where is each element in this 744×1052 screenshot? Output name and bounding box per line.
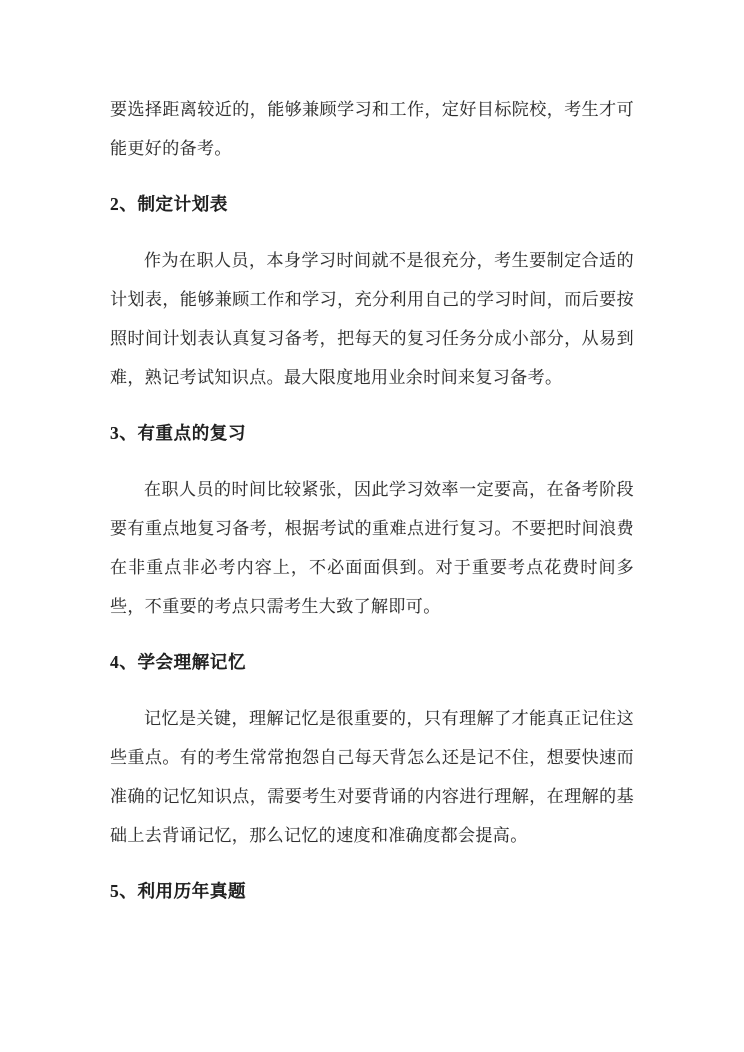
paragraph-section-2: 作为在职人员，本身学习时间就不是很充分，考生要制定合适的计划表，能够兼顾工作和学习，充分利用自己的学习时间，而后要按照时间计划表认真复习备考，把每天的复习任务分成小部分，从易到难，熟记考试知识点。最大限度地用业余时间来复习备考。 bbox=[110, 251, 634, 387]
paragraph-continuation: 要选择距离较近的，能够兼顾学习和工作，定好目标院校，考生才可能更好的备考。 bbox=[110, 100, 634, 158]
paragraph-section-4: 记忆是关键，理解记忆是很重要的，只有理解了才能真正记住这些重点。有的考生常常抱怨自己每天背怎么还是记不住，想要快速而准确的记忆知识点，需要考生对要背诵的内容进行理解，在理解的基础上去背诵记忆，那么记忆的速度和准确度都会提高。 bbox=[110, 709, 634, 845]
section-heading-5: 5、利用历年真题 bbox=[110, 881, 247, 901]
section-heading-2: 2、制定计划表 bbox=[110, 194, 228, 214]
section-heading-3: 3、有重点的复习 bbox=[110, 423, 247, 443]
section-heading-4: 4、学会理解记忆 bbox=[110, 652, 247, 672]
paragraph-section-3: 在职人员的时间比较紧张，因此学习效率一定要高，在备考阶段要有重点地复习备考，根据考试的重难点进行复习。不要把时间浪费在非重点非必考内容上，不必面面俱到。对于重要考点花费时间多些，不重要的考点只需考生大致了解即可。 bbox=[110, 480, 634, 616]
